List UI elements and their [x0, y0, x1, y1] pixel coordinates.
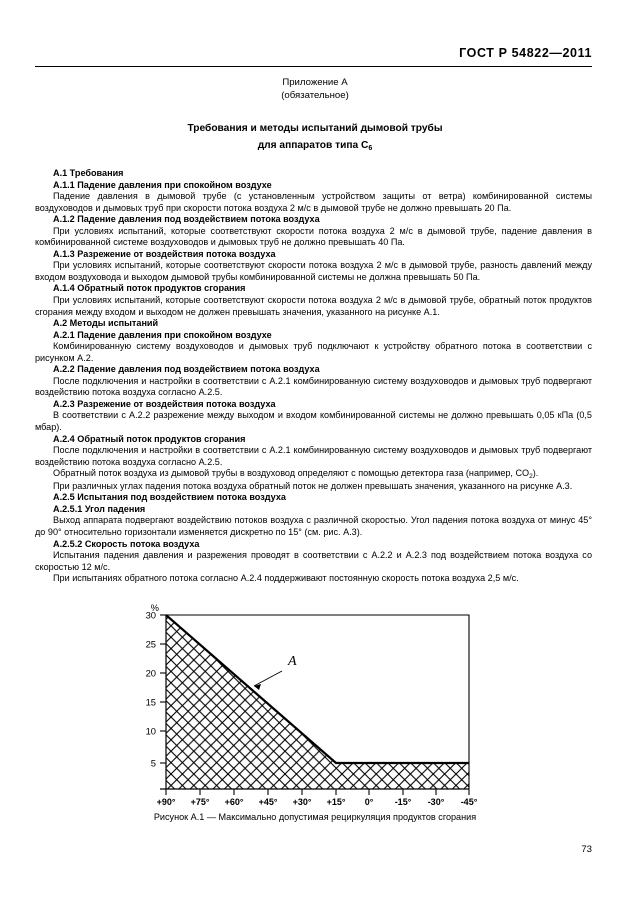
- chart-x-tick-label: +30°: [292, 797, 312, 807]
- section-paragraph: При различных углах падения потока воздуха обратный поток не должен превышать значения, указанного на рисунке А.3.: [53, 480, 573, 491]
- chemical-subscript: 2: [529, 473, 533, 481]
- chart-y-tick-label: 10: [145, 725, 156, 737]
- section-heading: А.1 Требования: [53, 168, 124, 178]
- chart-x-tick-label: +75°: [190, 797, 210, 807]
- chart-x-tick-label: -45°: [460, 797, 478, 807]
- page-title-line-1: Требования и методы испытаний дымовой трубы: [187, 123, 443, 134]
- section-paragraph: Комбинированную систему воздуховодов и дымовых труб подключают к устройству обратного потока в соответствии с рисунком А.2.: [35, 341, 592, 363]
- annex-status: (обязательное): [281, 90, 349, 101]
- annex-label: Приложение А: [282, 77, 348, 88]
- chart-x-tick-labels: [157, 797, 478, 807]
- chart-x-tick-label: 0°: [364, 797, 374, 807]
- section-paragraph: При условиях испытаний, которые соответствуют скорости потока воздуха 2 м/с в дымовой трубе, падение давления в комбинированной системе воздуховодов и дымовых труб не должно превышать 40 Па.: [35, 225, 592, 248]
- page-header: [35, 46, 592, 68]
- section-heading: А.1.2 Падение давления под воздействием потока воздуха: [53, 214, 320, 225]
- section-heading: А.1.1 Падение давления при спокойном воздухе: [53, 179, 272, 190]
- chart-x-tick-label: +60°: [224, 797, 244, 807]
- standard-number: ГОСТ Р 54822—2011: [459, 46, 592, 60]
- section-paragraph: Падение давления в дымовой трубе (с установленным устройством защиты от ветра) комбинированной системы воздуховодов и дымовых труб при скорости потока воздуха 2 м/с в дымовой трубе не должно превышать 20 Па.: [35, 191, 592, 213]
- section-heading: А.2.2 Падение давления под воздействием потока воздуха: [53, 364, 320, 375]
- section-paragraph: В соответствии с А.2.2 разрежение между выходом и входом комбинированной системы не должно превышать 0,05 кПа (0,5 мбар).: [35, 410, 592, 433]
- section-heading: А.2.5.1 Угол падения: [53, 503, 146, 514]
- header-divider: [35, 66, 592, 67]
- chart-x-tick-label: +15°: [326, 797, 346, 807]
- section-paragraph: Испытания падения давления и разрежения проводят в соответствии с А.2.2 и А.2.3 под воздействием потока воздуха со скоростью 12 м/с.: [35, 550, 592, 572]
- section-heading: А.1.3 Разрежение от воздействия потока воздуха: [53, 248, 276, 259]
- figure-a1: [0, 603, 630, 808]
- chart-y-tick-label: 15: [145, 696, 156, 708]
- chart-callout-leader: [254, 671, 282, 686]
- chart-x-tick-label: -15°: [394, 797, 412, 807]
- figure-canvas: [0, 603, 630, 808]
- annex-heading: [0, 76, 630, 102]
- section-paragraph: После подключения и настройки в соответствии с А.2.1 комбинированную систему воздуховодов и дымовых труб подвергают воздействию потока воздуха согласно А.2.5.: [35, 445, 592, 467]
- chart-y-tick-label: 20: [145, 667, 156, 679]
- section-heading: А.2.5.2 Скорость потока воздуха: [53, 538, 200, 549]
- figure-caption: Рисунок А.1 — Максимально допустимая рециркуляция продуктов сгорания: [153, 812, 477, 822]
- body-content: [35, 168, 592, 585]
- recirculation-chart: [0, 603, 630, 808]
- chart-y-tick-label: 25: [145, 638, 156, 650]
- page-number: 73: [581, 844, 592, 855]
- section-heading: А.2.4 Обратный поток продуктов сгорания: [53, 433, 246, 444]
- chart-x-tick-label: +90°: [156, 797, 176, 807]
- section-heading: А.1.4 Обратный поток продуктов сгорания: [53, 283, 246, 294]
- chart-y-tick-label: 5: [150, 757, 156, 769]
- page-title-line-2-text: для аппаратов типа C: [257, 140, 369, 151]
- chart-x-tick-label: -30°: [427, 797, 445, 807]
- section-paragraph: При условиях испытаний, которые соответствуют скорости потока воздуха 2 м/с в дымовой трубе, разность давлений между входом воздуховода и выходом дымовой трубы комбинированной системы не должна превышать 50 Па.: [35, 260, 592, 282]
- chart-y-ticks: [160, 615, 166, 763]
- section-heading: А.2 Методы испытаний: [53, 318, 159, 329]
- section-heading: А.2.1 Падение давления при спокойном воздухе: [53, 329, 272, 340]
- chart-curve-label: A: [288, 654, 297, 669]
- appliance-type-subscript: 6: [368, 145, 373, 152]
- page-title: [0, 120, 630, 155]
- chart-y-tick-label: 30: [145, 609, 156, 621]
- section-paragraph: При условиях испытаний, которые соответствуют скорости потока воздуха 2 м/с в дымовой трубе, обратный поток продуктов сгорания между входом и выходом не должен превышать значения, указанного на рисунке А.1.: [35, 295, 592, 317]
- section-heading: А.2.5 Испытания под воздействием потока воздуха: [53, 492, 286, 503]
- chart-x-tick-label: +45°: [258, 797, 278, 807]
- section-paragraph: После подключения и настройки в соответствии с А.2.1 комбинированную систему воздуховодов и дымовых труб подвергают воздействию потока воздуха согласно А.2.5.: [35, 375, 592, 398]
- page-title-line-2: [0, 137, 630, 155]
- chart-callout-arrowhead: [254, 684, 261, 690]
- section-paragraph: При испытаниях обратного потока согласно А.2.4 поддерживают постоянную скорость потока воздуха 2,5 м/с.: [53, 573, 519, 584]
- chart-y-axis-unit: %: [150, 603, 159, 613]
- chart-x-ticks: [166, 789, 469, 795]
- section-paragraph: Выход аппарата подвергают воздействию потоков воздуха с различной скоростью. Угол падения потока воздуха от минус 45° до 90° относительно горизонтали изменяется дискретно по 15° (см. рис. А.3).: [35, 515, 592, 537]
- chart-y-tick-labels: [146, 610, 156, 769]
- section-paragraph: Обратный поток воздуха из дымовой трубы в воздуховод определяют с помощью детектора газа (например, $CO_2$).: [53, 468, 539, 481]
- section-heading: А.2.3 Разрежение от воздействия потока воздуха: [53, 398, 276, 409]
